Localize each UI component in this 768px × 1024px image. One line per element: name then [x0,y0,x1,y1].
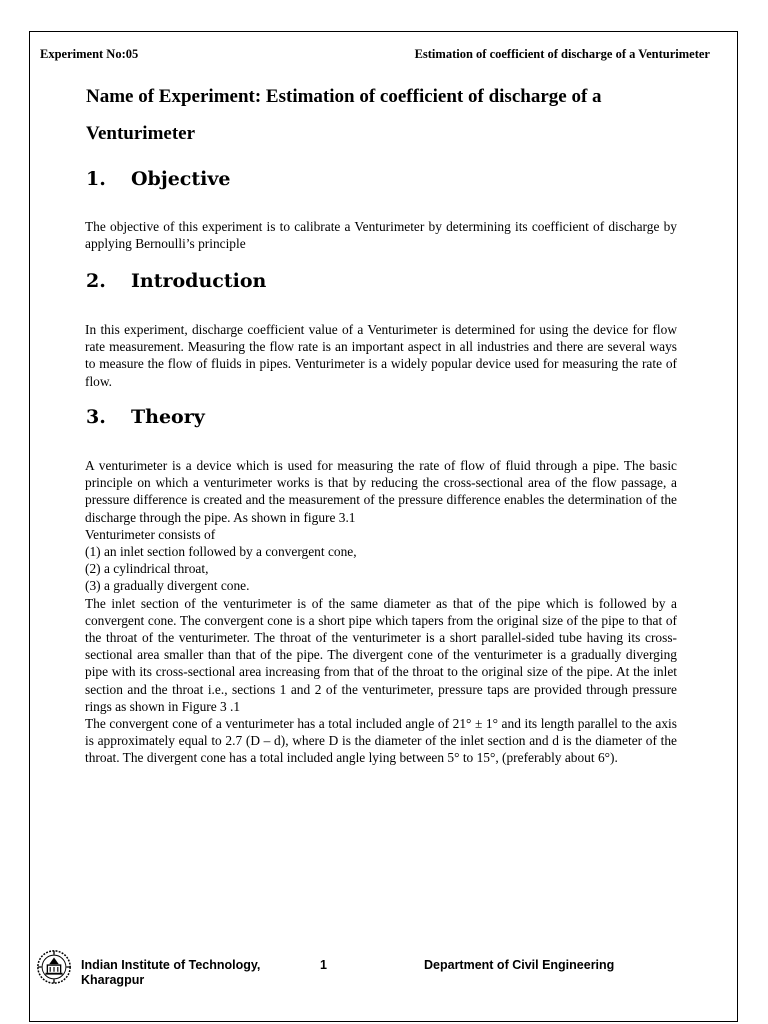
list-item: (3) a gradually divergent cone. [85,578,250,594]
footer-page-number: 1 [320,958,327,972]
list-item: (1) an inlet section followed by a convergent cone, [85,544,357,560]
paragraph: The objective of this experiment is to calibrate a Venturimeter by determining its coefficient of discharge by applying Bernoulli’s principle [85,219,677,252]
paragraph: The inlet section of the venturimeter is of the same diameter as that of the pipe which is followed by a convergent cone. The convergent cone is a short pipe which tapers from the original size of the pipe to that of the throat of the venturimeter. The throat of the venturimeter is a short parallel-sided tube having its cross-sectional area smaller than that of the pipe. The divergent cone of the venturimeter is a gradually diverging pipe with its cross-sectional area increasing from that of the throat to the original size of the pipe. At the inlet section and the throat i.e., sections 1 and 2 of the venturimeter, pressure taps are provided through pressure rings as shown in Figure 3 .1 [85,595,677,714]
experiment-name [86,78,686,152]
objective-text [85,218,677,252]
theory-text [85,457,677,767]
experiment-name-line-2: Venturimeter [86,123,196,144]
section-number: 2. [86,270,106,292]
section-heading-objective [86,168,231,190]
section-title: Theory [131,406,205,428]
footer-department: Department of Civil Engineering [424,958,615,972]
paragraph: The convergent cone of a venturimeter has a total included angle of 21° ± 1° and its length parallel to the axis is approximately equal to 2.7 (D – d), where D is the diameter of the inlet section and d is the diameter of the throat. The divergent cone has a total included angle lying between 5° to 15°, (preferably about 6°). [85,716,677,766]
section-heading-introduction [86,270,266,292]
header-experiment-number: Experiment No:05 [40,47,139,61]
footer-institute-line-2: Kharagpur [81,973,145,987]
iit-kharagpur-logo-icon [35,948,73,986]
experiment-name-line-1: Name of Experiment: Estimation of coefficient of discharge of a [86,86,602,107]
section-number: 3. [86,406,106,428]
section-heading-theory [86,406,205,428]
section-number: 1. [86,168,106,190]
section-title: Introduction [131,270,267,292]
section-title: Objective [131,168,231,190]
header-experiment-title: Estimation of coefficient of discharge of a Venturimeter [414,47,710,61]
paragraph: In this experiment, discharge coefficient value of a Venturimeter is determined for using the device for flow rate measurement. Measuring the flow rate is an important aspect in all industries and there are several ways to measure the flow of fluids in pipes. Venturimeter is a widely popular device used for measuring the rate of flow. [85,322,677,389]
paragraph: Venturimeter consists of [85,526,216,542]
introduction-text [85,321,677,390]
footer-institute-line-1: Indian Institute of Technology, [81,958,261,972]
list-item: (2) a cylindrical throat, [85,561,209,577]
paragraph: A venturimeter is a device which is used for measuring the rate of flow of fluid through a pipe. The basic principle on which a venturimeter works is that by reducing the cross-sectional area of the flow passage, a pressure difference is created and the measurement of the pressure difference enables the determination of the discharge through the pipe. As shown in figure 3.1 [85,458,677,525]
footer-institute [81,958,260,988]
